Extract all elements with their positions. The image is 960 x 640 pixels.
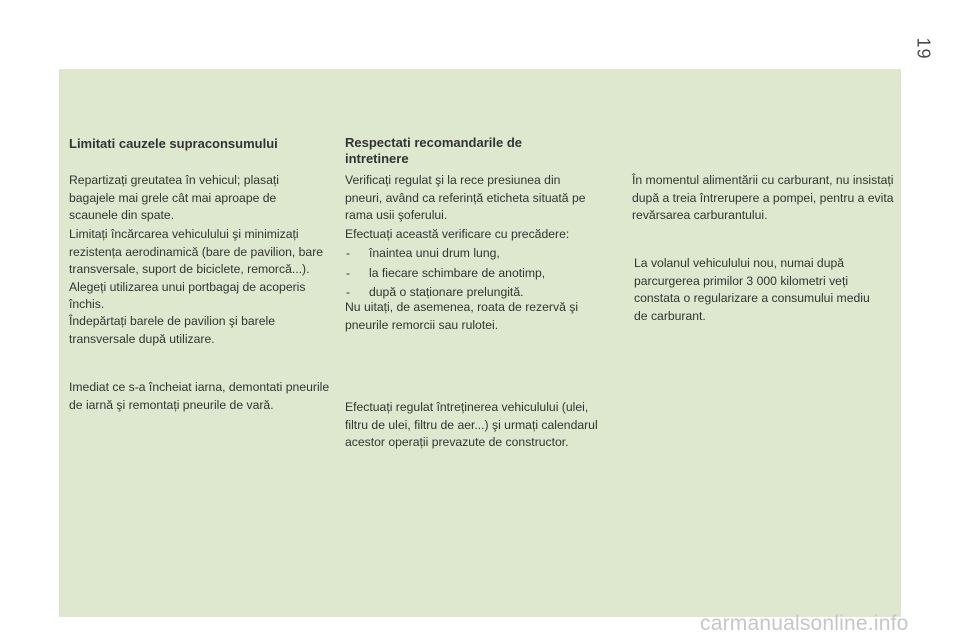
section-title-maintenance: Respectati recomandarile de intretinere <box>345 135 523 166</box>
page-number: 19 <box>913 37 934 60</box>
list-item: - după o staționare prelungită. <box>345 284 607 302</box>
paragraph-spare-wheel: Nu uitați, de asemenea, roata de rezervă şi pneurile remorcii sau rulotei. <box>345 300 579 332</box>
paragraph-tyre-pressure: Verificați regulat şi la rece presiunea din pneuri, având ca referință eticheta situată pe rama usii şoferului. <box>345 173 586 222</box>
list-item: - la fiecare schimbare de anotimp, <box>345 265 607 283</box>
paragraph-refuelling: În momentul alimentării cu carburant, nu insistați după a treia întrerupere a pompei, pentru a evita revărsarea carburantului. <box>632 173 894 222</box>
paragraph-regular-servicing: Efectuați regulat întreținerea vehiculului (ulei, filtru de ulei, filtru de aer...) şi urmați calendarul acestor operații prevazute de constructor. <box>345 400 598 449</box>
check-occasions-list <box>345 245 607 304</box>
site-watermark: carmanualsonline.info <box>700 612 909 635</box>
list-item: - înaintea unui drum lung, <box>345 245 607 263</box>
paragraph-winter-tyres: Imediat ce s-a încheiat iarna, demontati pneurile de iarnă şi remontați pneurile de vară. <box>69 380 330 412</box>
paragraph-remove-roof-bars: Îndepărtați barele de pavilion şi barele transversale după utilizare. <box>69 314 275 346</box>
paragraph-aerodynamics: Limitați încărcarea vehiculului şi minimizați rezistența aerodinamică (bare de pavilion, bare transversale, suport de biciclete, remorcă...). Alegeți utilizarea unui portbagaj de acoperis închis. <box>69 227 324 311</box>
paragraph-check-when: Efectuați această verificare cu precădere: <box>345 227 570 241</box>
content-panel <box>59 69 901 617</box>
section-title-overconsumption: Limitati cauzele supraconsumului <box>69 136 278 151</box>
paragraph-weight-distribution: Repartizați greutatea în vehicul; plasați bagajele mai grele cât mai aproape de scaunele din spate. <box>69 173 280 222</box>
paragraph-new-vehicle-consumption: La volanul vehiculului nou, numai după parcurgerea primilor 3 000 kilometri veți constata o regularizare a consumului mediu de carburant. <box>634 256 870 323</box>
